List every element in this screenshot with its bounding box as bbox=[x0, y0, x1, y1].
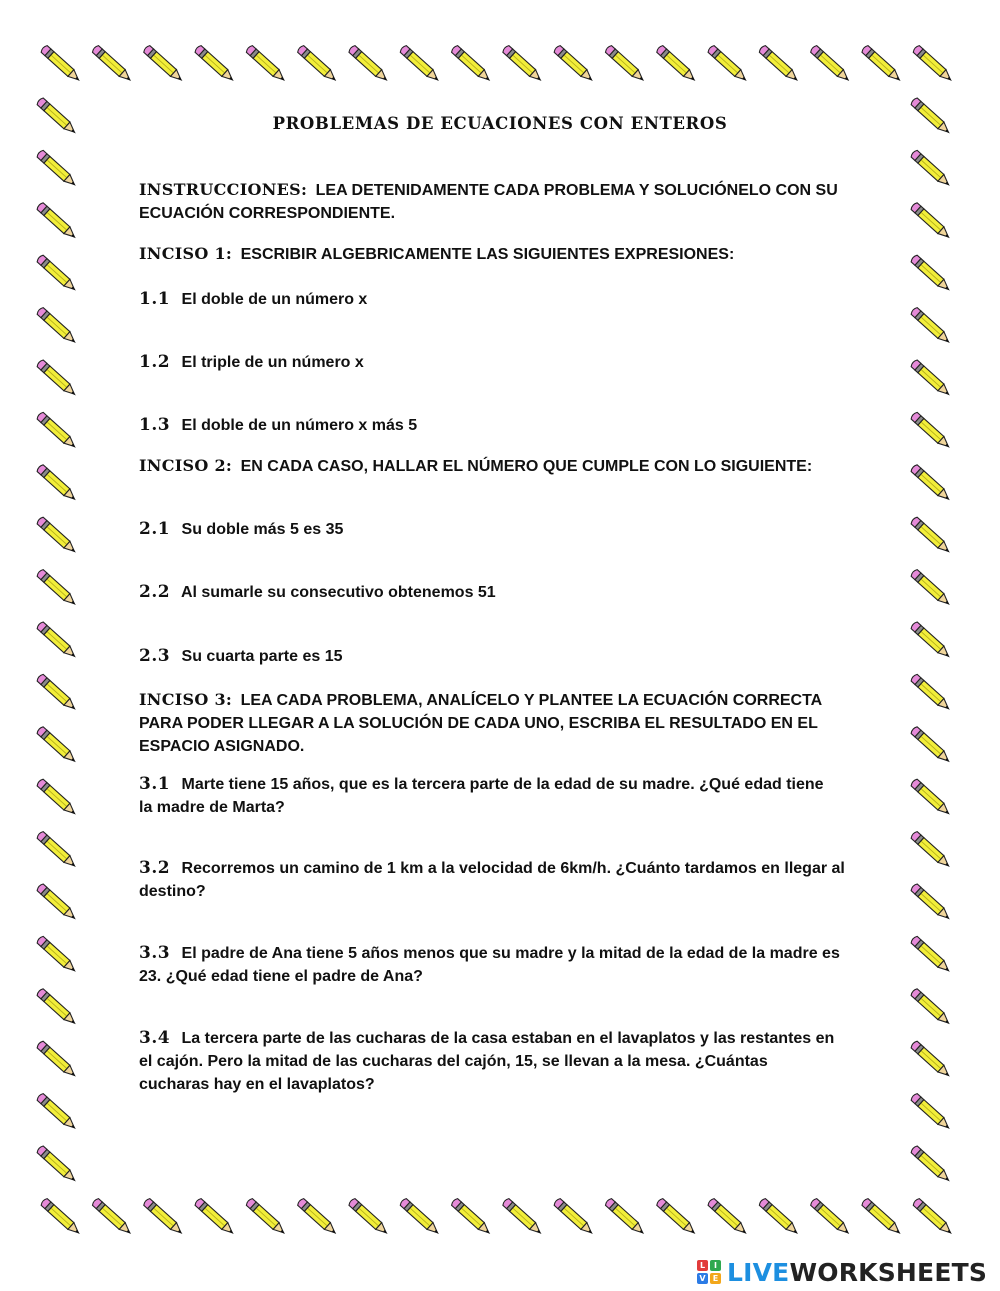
item-text: Al sumarle su consecutivo obtenemos 51 bbox=[180, 584, 496, 601]
list-item bbox=[139, 857, 849, 903]
inciso-3-text: LEA CADA PROBLEMA, ANALÍCELO Y PLANTEE LA ECUACIÓN CORRECTA PARA PODER LLEGAR A LA SOLUCIÓN DE CADA UNO, ESCRIBA EL RESULTADO EN EL ESPACIO ASIGNADO. bbox=[139, 692, 822, 755]
item-number: 1.1 bbox=[139, 289, 171, 309]
instructions-heading: INSTRUCCIONES: bbox=[139, 180, 308, 199]
list-item bbox=[139, 518, 854, 541]
item-number: 1.3 bbox=[139, 415, 171, 435]
item-number: 3.4 bbox=[139, 1028, 171, 1048]
item-text: Su cuarta parte es 15 bbox=[181, 648, 343, 665]
logo-text bbox=[727, 1258, 987, 1287]
item-text: El doble de un número x más 5 bbox=[181, 417, 418, 434]
inciso-3-heading: INCISO 3: bbox=[139, 690, 233, 709]
inciso-2-header bbox=[139, 454, 819, 478]
inciso-1-heading: INCISO 1: bbox=[139, 244, 233, 263]
list-item bbox=[139, 288, 854, 311]
item-number: 3.3 bbox=[139, 943, 171, 963]
list-item bbox=[139, 351, 854, 374]
logo-text-suffix: WORKSHEETS bbox=[789, 1257, 988, 1287]
item-number: 3.2 bbox=[139, 858, 171, 878]
logo-mark-letter: L bbox=[697, 1260, 708, 1271]
list-item bbox=[139, 1027, 839, 1096]
list-item bbox=[139, 414, 854, 437]
instructions bbox=[139, 178, 854, 225]
inciso-2-heading: INCISO 2: bbox=[139, 456, 233, 475]
item-number: 3.1 bbox=[139, 774, 171, 794]
item-text: Marte tiene 15 años, que es la tercera parte de la edad de su madre. ¿Qué edad tiene la madre de Marta? bbox=[139, 776, 824, 816]
item-number: 1.2 bbox=[139, 352, 171, 372]
item-text: El padre de Ana tiene 5 años menos que su madre y la mitad de la edad de la madre es 23. ¿Qué edad tiene el padre de Ana? bbox=[139, 945, 840, 985]
item-number: 2.3 bbox=[139, 646, 171, 666]
logo-mark-letter: E bbox=[710, 1273, 721, 1284]
list-item bbox=[139, 942, 854, 988]
logo-mark-letter: V bbox=[697, 1273, 708, 1284]
item-text: El triple de un número x bbox=[181, 354, 364, 371]
inciso-3-header bbox=[139, 688, 851, 758]
list-item bbox=[139, 581, 854, 604]
item-text: Recorremos un camino de 1 km a la velocidad de 6km/h. ¿Cuánto tardamos en llegar al destino? bbox=[139, 860, 845, 900]
item-text: Su doble más 5 es 35 bbox=[181, 521, 344, 538]
live-mark-icon bbox=[697, 1260, 721, 1284]
logo-mark-letter: I bbox=[710, 1260, 721, 1271]
item-number: 2.2 bbox=[139, 582, 171, 602]
list-item bbox=[139, 773, 839, 819]
list-item bbox=[139, 645, 854, 668]
liveworksheets-logo bbox=[697, 1257, 987, 1287]
page-title: PROBLEMAS DE ECUACIONES CON ENTEROS bbox=[272, 114, 728, 133]
inciso-1-text: ESCRIBIR ALGEBRICAMENTE LAS SIGUIENTES EXPRESIONES: bbox=[240, 246, 735, 263]
inciso-2-text: EN CADA CASO, HALLAR EL NÚMERO QUE CUMPLE CON LO SIGUIENTE: bbox=[240, 458, 813, 475]
inciso-1-header bbox=[139, 242, 854, 266]
item-number: 2.1 bbox=[139, 519, 171, 539]
item-text: El doble de un número x bbox=[181, 291, 368, 308]
logo-text-prefix: LIVE bbox=[727, 1257, 790, 1287]
instructions-text: LEA DETENIDAMENTE CADA PROBLEMA Y SOLUCIÓNELO CON SU ECUACIÓN CORRESPONDIENTE. bbox=[139, 182, 838, 222]
item-text: La tercera parte de las cucharas de la casa estaban en el lavaplatos y las restantes en el cajón. Pero la mitad de las cucharas del cajón, 15, se llevan a la mesa. ¿Cuántas cucharas hay en el lavaplatos? bbox=[139, 1030, 835, 1093]
